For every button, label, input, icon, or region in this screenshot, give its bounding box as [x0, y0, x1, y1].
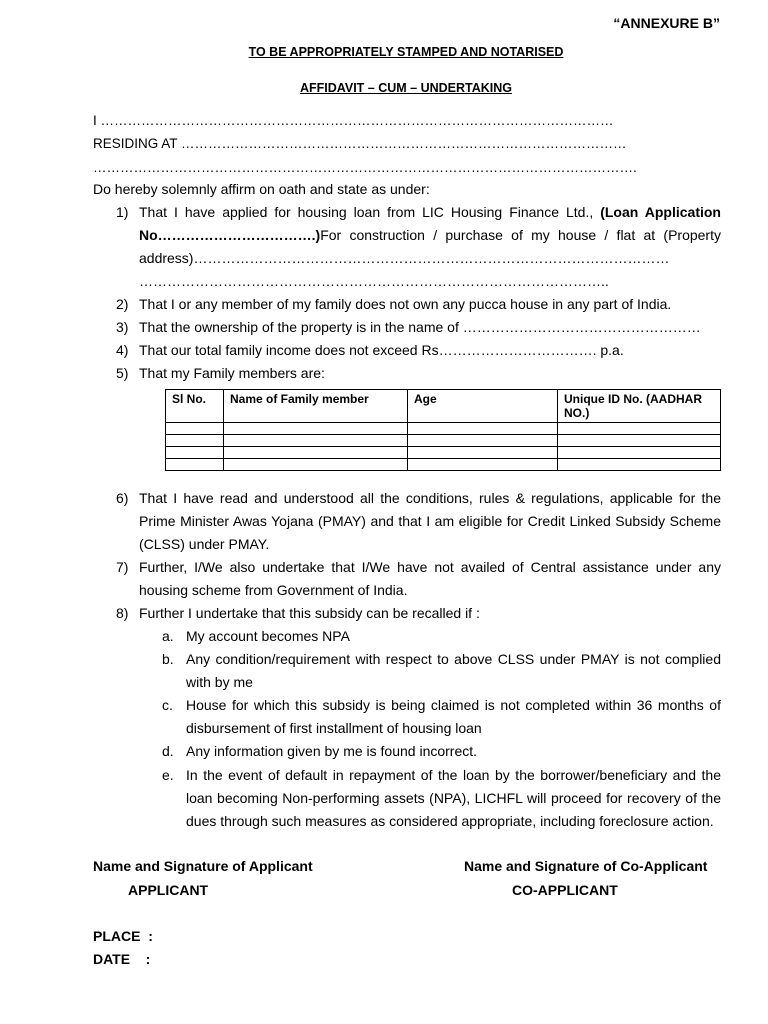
applicant-label: APPLICANT: [128, 882, 209, 898]
item-3-text: That the ownership of the property is in the name of ……………………………………………: [139, 319, 701, 335]
item-number: 8): [116, 605, 129, 621]
table-row: [166, 435, 721, 447]
subitem-letter: c.: [162, 697, 173, 713]
applicant-signature-title: Name and Signature of Applicant: [93, 858, 313, 874]
subitem-d-text: Any information given by me is found incorrect.: [186, 743, 478, 759]
item-number: 7): [116, 559, 129, 575]
item-number: 6): [116, 490, 129, 506]
table-row: [166, 423, 721, 435]
place-field: PLACE :: [93, 928, 153, 944]
item-number: 1): [116, 204, 129, 220]
subitem-a-text: My account becomes NPA: [186, 628, 350, 644]
name-line: I ……………………………………………………………………………………………………: [93, 113, 614, 128]
date-field: DATE :: [93, 951, 151, 967]
item-5-text: That my Family members are:: [139, 365, 325, 381]
subitem-letter: d.: [162, 743, 174, 759]
item-1-text-a: That I have applied for housing loan from LIC Housing Finance Ltd.,: [139, 204, 601, 220]
item-number: 2): [116, 296, 129, 312]
item-2-text: That I or any member of my family does not own any pucca house in any part of India.: [139, 296, 672, 312]
residing-continuation-line: ………………………………………………………………………………………………………….: [93, 160, 637, 175]
family-members-table: [165, 389, 721, 471]
subitem-e-text: In the event of default in repayment of the loan by the borrower/beneficiary and the loan becoming Non-performing assets (NPA), LICHFL will proceed for recovery of the dues through such measures as considered appropriate, including foreclosure action.: [186, 767, 721, 829]
header-sl-no: Sl No.: [166, 390, 224, 423]
subitem-c-text: House for which this subsidy is being claimed is not completed within 36 months of disbursement of first installment of housing loan: [186, 697, 721, 736]
item-1-text: [139, 201, 721, 293]
residing-line: RESIDING AT ………………………………………………………………………………………: [93, 136, 627, 151]
item-1-text-b: For construction / purchase of my house / flat at (Property address)………………………………………………………………………………………… ………………………………………………………………………………………..: [139, 227, 721, 289]
header-unique-id: Unique ID No. (AADHAR NO.): [558, 390, 721, 423]
item-6-text: That I have read and understood all the conditions, rules & regulations, applicable for the Prime Minister Awas Yojana (PMAY) and that I am eligible for Credit Linked Subsidy Scheme (CLSS) under PMAY.: [139, 490, 721, 552]
item-number: 5): [116, 365, 129, 381]
item-number: 4): [116, 342, 129, 358]
coapplicant-label: CO-APPLICANT: [512, 882, 618, 898]
header-age: Age: [408, 390, 558, 423]
item-7-text: Further, I/We also undertake that I/We have not availed of Central assistance under any housing scheme from Government of India.: [139, 559, 721, 598]
subitem-b-text: Any condition/requirement with respect to above CLSS under PMAY is not complied with by me: [186, 651, 721, 690]
table-header-row: [166, 390, 721, 423]
item-number: 3): [116, 319, 129, 335]
subitem-letter: e.: [162, 767, 174, 783]
loan-application-no: (Loan Application No…………………………….): [139, 204, 721, 243]
table-row: [166, 459, 721, 471]
table-row: [166, 447, 721, 459]
affirm-statement: Do hereby solemnly affirm on oath and state as under:: [93, 181, 430, 197]
item-4-text: That our total family income does not exceed Rs……………………………. p.a.: [139, 342, 624, 358]
document-title: AFFIDAVIT – CUM – UNDERTAKING: [299, 81, 513, 95]
subitem-letter: a.: [162, 628, 174, 644]
coapplicant-signature-title: Name and Signature of Co-Applicant: [464, 858, 708, 874]
item-8-text: Further I undertake that this subsidy can be recalled if :: [139, 605, 480, 621]
annexure-label: “ANNEXURE B”: [613, 15, 720, 31]
stamp-heading: TO BE APPROPRIATELY STAMPED AND NOTARISED: [248, 45, 564, 59]
subitem-letter: b.: [162, 651, 174, 667]
header-name: Name of Family member: [224, 390, 408, 423]
